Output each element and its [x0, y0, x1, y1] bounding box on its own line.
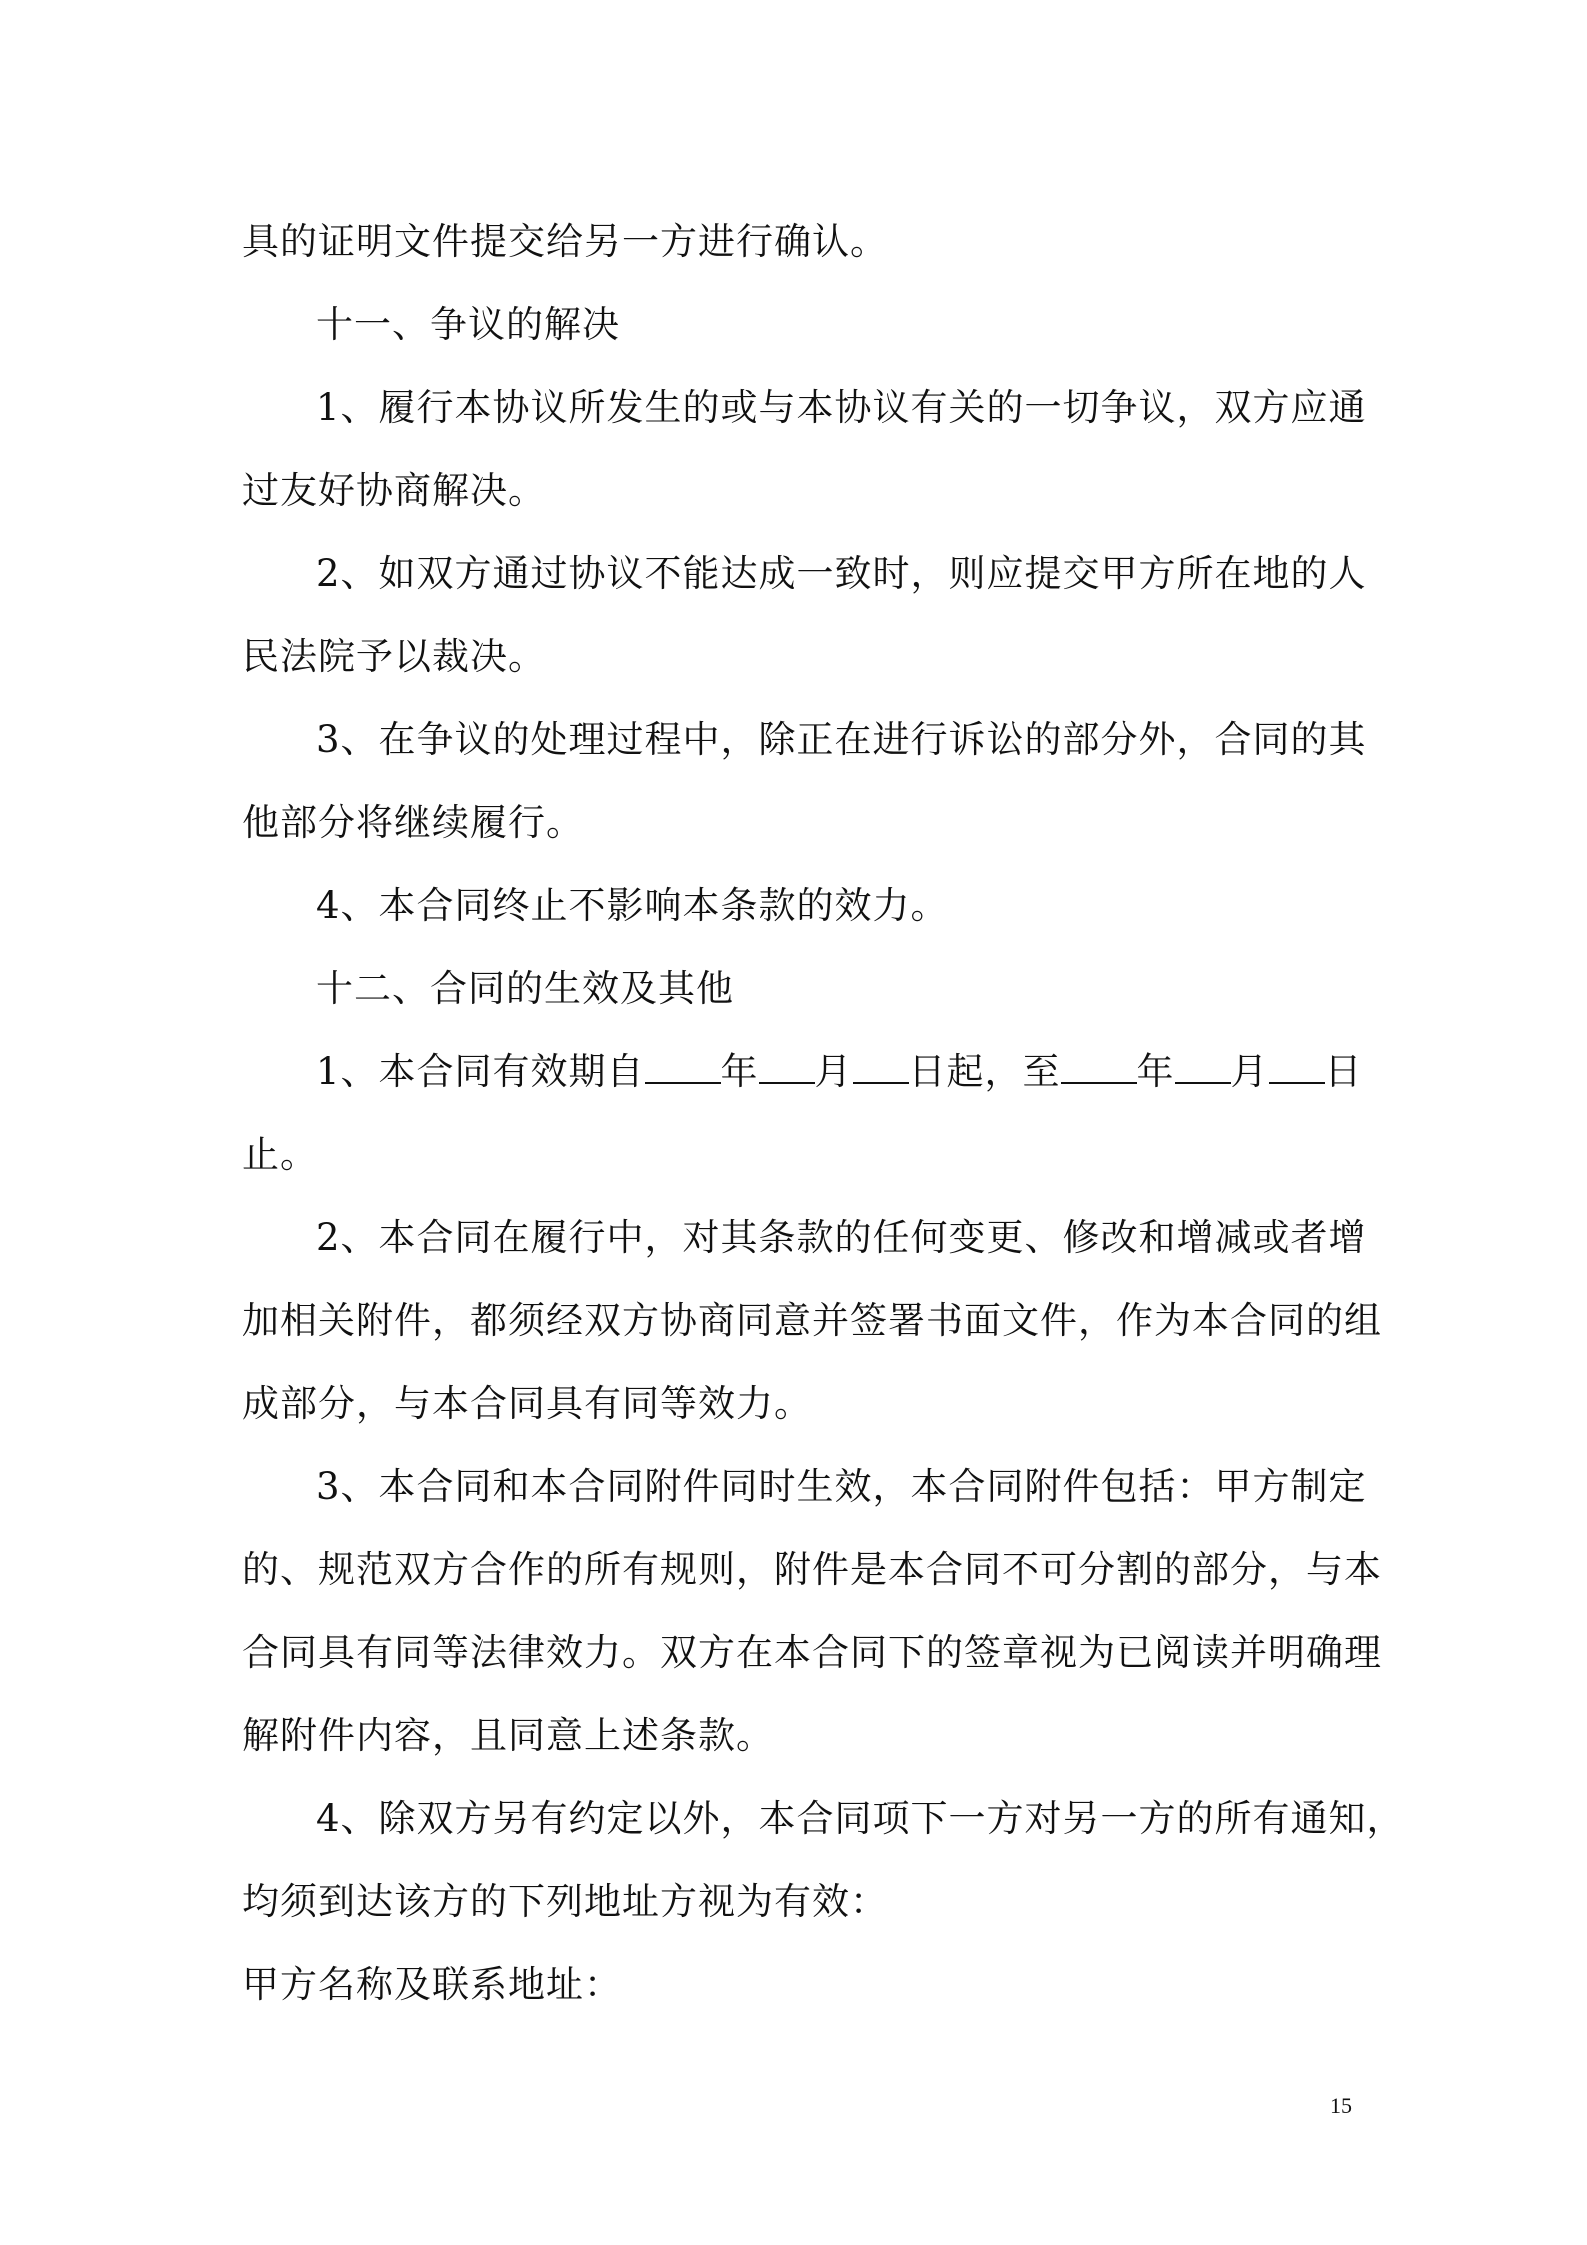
paragraph-line: 3、在争议的处理过程中，除正在进行诉讼的部分外，合同的其: [316, 718, 1367, 761]
party-a-address-label: 甲方名称及联系地址：: [242, 1963, 622, 2006]
year-blank: [645, 1052, 721, 1084]
day-label: 日: [1324, 1050, 1363, 1093]
paragraph-line: 4、本合同终止不影响本条款的效力。: [316, 884, 949, 927]
paragraph-line: 均须到达该方的下列地址方视为有效：: [242, 1880, 888, 1923]
document-body: [242, 200, 1405, 2026]
section-heading-11: 十一、争议的解决: [316, 303, 620, 346]
paragraph-line: 2、如双方通过协议不能达成一致时，则应提交甲方所在地的人: [316, 552, 1367, 595]
paragraph-line: 1、履行本协议所发生的或与本协议有关的一切争议，双方应通: [316, 386, 1367, 429]
section-heading-12: 十二、合同的生效及其他: [316, 967, 734, 1010]
day-blank: [853, 1052, 909, 1084]
paragraph-line: 民法院予以裁决。: [242, 635, 546, 678]
paragraph-line: 过友好协商解决。: [242, 469, 546, 512]
paragraph-line: 3、本合同和本合同附件同时生效，本合同附件包括：甲方制定: [316, 1465, 1367, 1508]
day-blank: [1269, 1052, 1325, 1084]
paragraph-line: 2、本合同在履行中，对其条款的任何变更、修改和增减或者增: [316, 1216, 1367, 1259]
validity-period-line: [242, 1030, 1363, 1113]
day-label: 日起，至: [908, 1050, 1061, 1093]
paragraph-line: 成部分，与本合同具有同等效力。: [242, 1382, 812, 1425]
paragraph-line: 具的证明文件提交给另一方进行确认。: [242, 220, 888, 263]
validity-prefix: 1、本合同有效期自: [316, 1050, 645, 1093]
month-label: 月: [1230, 1050, 1269, 1093]
year-blank: [1061, 1052, 1137, 1084]
page-number: 15: [1330, 2093, 1352, 2118]
month-blank: [1175, 1052, 1231, 1084]
paragraph-line: 止。: [242, 1133, 318, 1176]
month-label: 月: [814, 1050, 853, 1093]
month-blank: [759, 1052, 815, 1084]
paragraph-line: 他部分将继续履行。: [242, 801, 584, 844]
year-label: 年: [720, 1050, 759, 1093]
paragraph-line: 4、除双方另有约定以外，本合同项下一方对另一方的所有通知，: [316, 1797, 1405, 1840]
year-label: 年: [1136, 1050, 1175, 1093]
paragraph-line: 合同具有同等法律效力。双方在本合同下的签章视为已阅读并明确理: [242, 1631, 1382, 1674]
paragraph-line: 的、规范双方合作的所有规则，附件是本合同不可分割的部分，与本: [242, 1548, 1382, 1591]
paragraph-line: 加相关附件，都须经双方协商同意并签署书面文件，作为本合同的组: [242, 1299, 1382, 1342]
paragraph-line: 解附件内容，且同意上述条款。: [242, 1714, 774, 1757]
